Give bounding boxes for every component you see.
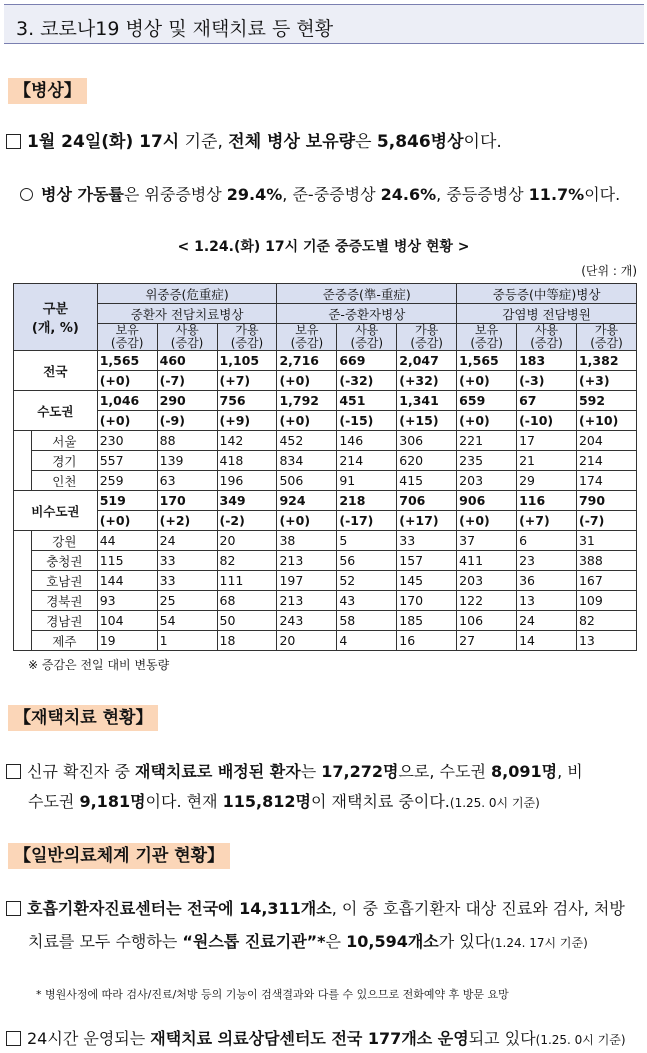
table-row (14, 491, 637, 511)
group-header: 위중증(危重症) (97, 284, 277, 304)
table-cell: 1,565 (97, 351, 157, 371)
table-footnote: ※ 증감은 전일 대비 변동량 (28, 658, 170, 672)
table-cell: 460 (157, 351, 217, 371)
table-cell: 67 (517, 391, 577, 411)
table-cell: (+15) (397, 411, 457, 431)
table-cell: 13 (576, 631, 636, 651)
table-cell: 23 (517, 551, 577, 571)
table-cell: 88 (157, 431, 217, 451)
table-cell: 506 (277, 471, 337, 491)
table-row (14, 431, 637, 451)
region-label: 경기 (31, 451, 97, 471)
table-cell: 213 (277, 591, 337, 611)
table-cell: 790 (576, 491, 636, 511)
table-cell: 1,382 (576, 351, 636, 371)
table-cell: (+9) (217, 411, 277, 431)
indent-cell (14, 531, 32, 651)
table-cell: (+0) (97, 371, 157, 391)
table-cell: 197 (277, 571, 337, 591)
table-row (14, 451, 637, 471)
table-row (14, 591, 637, 611)
table-cell: 214 (337, 451, 397, 471)
column-header: 가용 (증감) (576, 324, 636, 351)
table-cell: 290 (157, 391, 217, 411)
table-cell: 14 (517, 631, 577, 651)
table-cell: 52 (337, 571, 397, 591)
table-cell: 452 (277, 431, 337, 451)
group-subheader: 중환자 전담치료병상 (97, 304, 277, 324)
table-cell: 82 (217, 551, 277, 571)
table-cell: 5 (337, 531, 397, 551)
region-label: 충청권 (31, 551, 97, 571)
table-cell: 18 (217, 631, 277, 651)
table-cell: 174 (576, 471, 636, 491)
table-cell: 20 (277, 631, 337, 651)
table-cell: (-10) (517, 411, 577, 431)
table-cell: 170 (157, 491, 217, 511)
table-cell: 122 (457, 591, 517, 611)
table-cell: 24 (517, 611, 577, 631)
column-header: 사용 (증감) (517, 324, 577, 351)
table-cell: (-15) (337, 411, 397, 431)
table-cell: 1,105 (217, 351, 277, 371)
general-line3: 24시간 운영되는 재택치료 의료상담센터도 전국 177개소 운영되고 있다(1.25. 0시 기준) (6, 1027, 626, 1052)
table-cell: 203 (457, 471, 517, 491)
table-cell: 243 (277, 611, 337, 631)
table-cell: 1,565 (457, 351, 517, 371)
table-cell: 620 (397, 451, 457, 471)
table-cell: 6 (517, 531, 577, 551)
region-label: 인천 (31, 471, 97, 491)
table-cell: 19 (97, 631, 157, 651)
table-cell: 157 (397, 551, 457, 571)
table-cell: (-32) (337, 371, 397, 391)
beds-rate-paragraph: 병상 가동률은 위중증병상 29.4%, 준-중증병상 24.6%, 중등증병상 11.7%이다. (20, 183, 620, 207)
table-cell: 111 (217, 571, 277, 591)
table-row (14, 551, 637, 571)
table-cell: 116 (517, 491, 577, 511)
table-cell: 388 (576, 551, 636, 571)
beds-tag: 【병상】 (8, 78, 87, 104)
table-cell: 924 (277, 491, 337, 511)
column-header: 보유 (증감) (97, 324, 157, 351)
table-cell: 31 (576, 531, 636, 551)
table-cell: 218 (337, 491, 397, 511)
table-caption: < 1.24.(화) 17시 기준 중증도별 병상 현황 > (177, 239, 470, 255)
table-cell: 38 (277, 531, 337, 551)
table-cell: (-3) (517, 371, 577, 391)
region-label: 경북권 (31, 591, 97, 611)
table-cell: 16 (397, 631, 457, 651)
table-cell: 21 (517, 451, 577, 471)
table-cell: (+0) (457, 371, 517, 391)
home-treatment-line2: 수도권 9,181명이다. 현재 115,812명이 재택치료 중이다.(1.25. 0시 기준) (28, 792, 540, 811)
table-cell: 33 (157, 571, 217, 591)
table-cell: 54 (157, 611, 217, 631)
beds-total-paragraph: 1월 24일(화) 17시 기준, 전체 병상 보유량은 5,846병상이다. (6, 130, 502, 154)
table-cell: (-9) (157, 411, 217, 431)
table-cell: 2,716 (277, 351, 337, 371)
table-cell: 411 (457, 551, 517, 571)
table-cell: 145 (397, 571, 457, 591)
general-medical-tag: 【일반의료체계 기관 현황】 (8, 843, 230, 869)
table-cell: 13 (517, 591, 577, 611)
table-cell: 196 (217, 471, 277, 491)
table-cell: 1,792 (277, 391, 337, 411)
table-row (14, 351, 637, 371)
table-cell: 170 (397, 591, 457, 611)
table-cell: 2,047 (397, 351, 457, 371)
table-cell: 706 (397, 491, 457, 511)
table-cell: 68 (217, 591, 277, 611)
table-cell: 230 (97, 431, 157, 451)
table-cell: 1,341 (397, 391, 457, 411)
table-cell: 235 (457, 451, 517, 471)
general-line1: 호흡기환자진료센터는 전국에 14,311개소, 이 중 호흡기환자 대상 진료와 검사, 처방 (6, 897, 625, 921)
group-header: 준중증(準-重症) (277, 284, 457, 304)
table-cell: (+3) (576, 371, 636, 391)
table-cell: 557 (97, 451, 157, 471)
group-subheader: 준-중환자병상 (277, 304, 457, 324)
table-cell: 25 (157, 591, 217, 611)
bed-status-table (13, 283, 637, 651)
table-cell: 659 (457, 391, 517, 411)
table-cell: 56 (337, 551, 397, 571)
table-cell: (-17) (337, 511, 397, 531)
table-cell: 20 (217, 531, 277, 551)
table-cell: 259 (97, 471, 157, 491)
table-cell: 142 (217, 431, 277, 451)
general-line2: 치료를 모두 수행하는 “원스톱 진료기관”*은 10,594개소가 있다(1.24. 17시 기준) (28, 932, 588, 951)
table-cell: 29 (517, 471, 577, 491)
table-cell: 204 (576, 431, 636, 451)
checkbox-icon (6, 901, 21, 916)
table-row (14, 611, 637, 631)
table-cell: 185 (397, 611, 457, 631)
column-header: 보유 (증감) (277, 324, 337, 351)
table-cell: 93 (97, 591, 157, 611)
region-label: 경남권 (31, 611, 97, 631)
table-cell: 669 (337, 351, 397, 371)
home-treatment-tag: 【재택치료 현황】 (8, 705, 158, 731)
circle-bullet-icon (20, 188, 33, 201)
table-cell: (+0) (277, 411, 337, 431)
region-label: 서울 (31, 431, 97, 451)
table-cell: (+10) (576, 411, 636, 431)
table-cell: 4 (337, 631, 397, 651)
column-header: 보유 (증감) (457, 324, 517, 351)
checkbox-icon (6, 764, 21, 779)
region-label: 전국 (14, 351, 98, 391)
table-cell: 33 (397, 531, 457, 551)
table-row (14, 571, 637, 591)
table-cell: (+0) (277, 371, 337, 391)
table-cell: 418 (217, 451, 277, 471)
table-cell: 451 (337, 391, 397, 411)
table-corner-header: 구분 (개, %) (14, 284, 98, 351)
table-cell: 834 (277, 451, 337, 471)
table-cell: (-2) (217, 511, 277, 531)
table-cell: (+2) (157, 511, 217, 531)
region-label: 호남권 (31, 571, 97, 591)
section-title: 3. 코로나19 병상 및 재택치료 등 현황 (4, 4, 644, 44)
region-label: 강원 (31, 531, 97, 551)
table-cell: (+0) (97, 411, 157, 431)
column-header: 사용 (증감) (157, 324, 217, 351)
table-row (14, 511, 637, 531)
table-cell: 27 (457, 631, 517, 651)
table-cell: 756 (217, 391, 277, 411)
table-cell: 82 (576, 611, 636, 631)
table-cell: 519 (97, 491, 157, 511)
table-cell: 349 (217, 491, 277, 511)
indent-cell (14, 431, 32, 491)
table-cell: (+7) (217, 371, 277, 391)
column-header: 사용 (증감) (337, 324, 397, 351)
table-row (14, 631, 637, 651)
table-cell: 203 (457, 571, 517, 591)
table-row (14, 531, 637, 551)
column-header: 가용 (증감) (217, 324, 277, 351)
table-cell: 214 (576, 451, 636, 471)
table-unit: (단위 : 개) (581, 264, 637, 278)
table-cell: 592 (576, 391, 636, 411)
group-subheader: 감염병 전담병원 (457, 304, 637, 324)
table-cell: 1,046 (97, 391, 157, 411)
checkbox-icon (6, 134, 21, 149)
table-cell: 139 (157, 451, 217, 471)
region-label: 제주 (31, 631, 97, 651)
table-cell: (-7) (157, 371, 217, 391)
table-cell: (+0) (457, 511, 517, 531)
table-cell: 106 (457, 611, 517, 631)
table-cell: (+17) (397, 511, 457, 531)
table-cell: 104 (97, 611, 157, 631)
table-cell: 167 (576, 571, 636, 591)
checkbox-icon (6, 1031, 21, 1046)
table-cell: 146 (337, 431, 397, 451)
table-cell: (+32) (397, 371, 457, 391)
table-cell: 50 (217, 611, 277, 631)
table-cell: 33 (157, 551, 217, 571)
home-treatment-line1: 신규 확진자 중 재택치료로 배정된 환자는 17,272명으로, 수도권 8,091명, 비 (6, 760, 583, 784)
table-cell: (+0) (277, 511, 337, 531)
table-cell: 183 (517, 351, 577, 371)
table-cell: 221 (457, 431, 517, 451)
table-cell: 1 (157, 631, 217, 651)
table-cell: (+0) (97, 511, 157, 531)
table-cell: (-7) (576, 511, 636, 531)
region-label: 수도권 (14, 391, 98, 431)
table-cell: 144 (97, 571, 157, 591)
table-row (14, 471, 637, 491)
table-cell: 63 (157, 471, 217, 491)
table-row (14, 391, 637, 411)
column-header: 가용 (증감) (397, 324, 457, 351)
table-cell: 36 (517, 571, 577, 591)
table-cell: 91 (337, 471, 397, 491)
table-cell: 17 (517, 431, 577, 451)
general-note: * 병원사정에 따라 검사/진료/처방 등의 기능이 검색결과와 다를 수 있으므로 전화예약 후 방문 요망 (36, 988, 509, 1001)
table-cell: 115 (97, 551, 157, 571)
table-cell: 44 (97, 531, 157, 551)
table-cell: 37 (457, 531, 517, 551)
table-row (14, 411, 637, 431)
table-cell: 24 (157, 531, 217, 551)
table-cell: 43 (337, 591, 397, 611)
table-cell: 306 (397, 431, 457, 451)
region-label: 비수도권 (14, 491, 98, 531)
table-cell: (+7) (517, 511, 577, 531)
table-cell: 58 (337, 611, 397, 631)
table-cell: 109 (576, 591, 636, 611)
table-cell: 906 (457, 491, 517, 511)
table-cell: 415 (397, 471, 457, 491)
table-row (14, 371, 637, 391)
table-cell: (+0) (457, 411, 517, 431)
group-header: 중등증(中等症)병상 (457, 284, 637, 304)
table-cell: 213 (277, 551, 337, 571)
